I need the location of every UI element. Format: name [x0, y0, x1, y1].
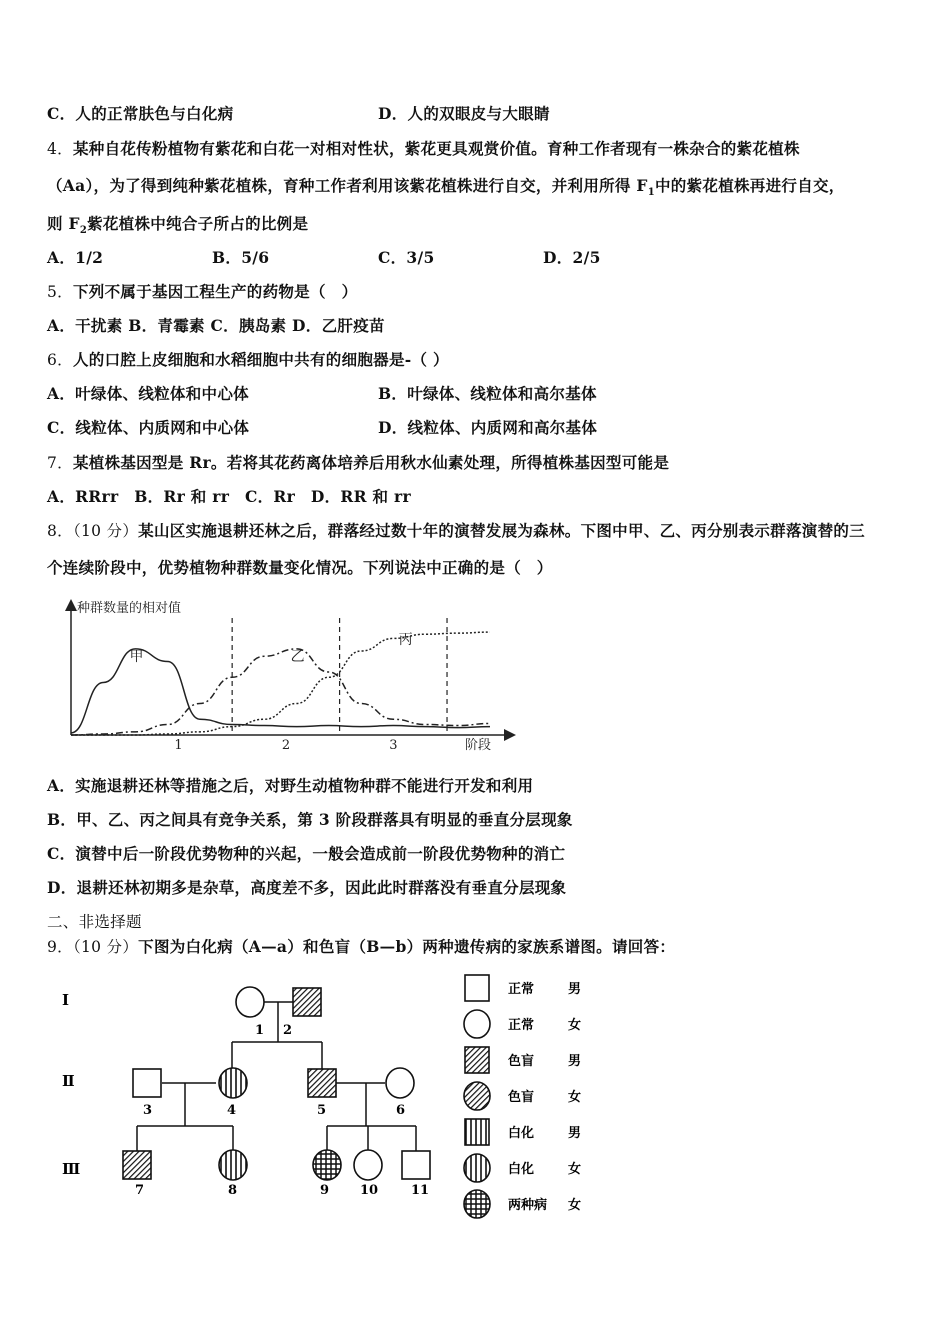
- individual-label-11: 11: [411, 1183, 430, 1198]
- legend-sex-1: 女: [568, 1018, 582, 1033]
- individual-label-4: 4: [227, 1103, 237, 1118]
- q6-stem-text: 人的口腔上皮细胞和水稻细胞中共有的细胞器是-（ ）: [72, 350, 449, 369]
- stage-tick-1: 1: [174, 738, 183, 753]
- individual-1: [236, 987, 264, 1017]
- q4-option-b: B．5/6: [212, 248, 270, 267]
- q8-option-d: D．退耕还林初期多是杂草，高度差不多，因此此时群落没有垂直分层现象: [47, 878, 567, 897]
- q3-option-d: D．人的双眼皮与大眼睛: [378, 104, 550, 123]
- series-label-0: 甲: [129, 648, 144, 665]
- generation-label-3: Ⅲ: [62, 1160, 81, 1178]
- legend-sex-5: 女: [568, 1162, 582, 1177]
- generation-label-1: Ⅰ: [62, 991, 70, 1009]
- legend-label-0: 正常: [508, 982, 535, 997]
- individual-3: [133, 1069, 161, 1097]
- pedigree-chart: [50, 968, 610, 1228]
- stage-tick-3: 3: [389, 738, 398, 753]
- individual-label-5: 5: [317, 1103, 327, 1118]
- legend-label-2: 色盲: [508, 1054, 535, 1069]
- q7-options: A．RRrr B．Rr 和 rr C．Rr D．RR 和 rr: [47, 487, 411, 506]
- individual-6: [386, 1068, 414, 1098]
- q4-line3: [47, 212, 308, 236]
- q4-stem-line3b: 紫花植株中纯合子所占的比例是: [87, 214, 309, 233]
- q8-line1: [47, 519, 865, 541]
- succession-chart: [55, 592, 525, 757]
- q5-stem: [47, 280, 357, 302]
- q4-stem-line2b: 中的紫花植株再进行自交，: [655, 176, 845, 195]
- q4-option-d: D．2/5: [543, 248, 601, 267]
- legend-sex-6: 女: [568, 1198, 582, 1213]
- legend-label-4: 白化: [508, 1126, 535, 1141]
- q4-stem-line2a: （Aa），为了得到纯种紫花植株，育种工作者利用该紫花植株进行自交，并利用所得 F: [47, 176, 648, 195]
- q4-stem-line3a: 则 F: [47, 214, 80, 233]
- q6-option-b: B．叶绿体、线粒体和高尔基体: [378, 384, 597, 403]
- q4-sub-1: 1: [647, 187, 655, 199]
- individual-10: [354, 1150, 382, 1180]
- individual-2: [293, 988, 321, 1016]
- individual-label-1: 1: [255, 1023, 265, 1038]
- section-heading: 二、非选择题: [47, 913, 142, 931]
- q8-option-b: B．甲、乙、丙之间具有竞争关系，第 3 阶段群落具有明显的垂直分层现象: [47, 810, 573, 829]
- q4-line1: [47, 137, 800, 159]
- individual-11: [402, 1151, 430, 1179]
- individual-label-7: 7: [135, 1183, 145, 1198]
- q4-number: 4．: [47, 140, 73, 158]
- q6-option-c: C．线粒体、内质网和中心体: [47, 418, 250, 437]
- legend-label-3: 色盲: [508, 1090, 535, 1105]
- legend-symbol-6: [464, 1190, 490, 1218]
- legend-symbol-5: [464, 1154, 490, 1182]
- q4-sub-2: 2: [79, 225, 88, 237]
- generation-label-2: Ⅱ: [62, 1072, 75, 1090]
- legend-label-5: 白化: [508, 1162, 535, 1177]
- individual-label-9: 9: [320, 1183, 330, 1198]
- q4-option-a: A．1/2: [47, 248, 104, 267]
- individual-label-10: 10: [360, 1183, 379, 1198]
- legend-symbol-1: [464, 1010, 490, 1038]
- q3-option-c: C．人的正常肤色与白化病: [47, 104, 234, 123]
- q5-stem-text: 下列不属于基因工程生产的药物是（ ）: [72, 282, 358, 301]
- q7-stem-text: 某植株基因型是 Rr。若将其花药离体培养后用秋水仙素处理，所得植株基因型可能是: [72, 453, 670, 472]
- q4-option-c: C．3/5: [378, 248, 435, 267]
- legend-symbol-4: [465, 1119, 489, 1145]
- legend-sex-4: 男: [568, 1126, 582, 1141]
- q8-line2: 个连续阶段中，优势植物种群数量变化情况。下列说法中正确的是（ ）: [47, 558, 553, 577]
- individual-label-2: 2: [283, 1023, 293, 1038]
- y-axis-label: 种群数量的相对值: [77, 601, 182, 616]
- q4-line2: [47, 174, 845, 198]
- q6-number: 6．: [47, 351, 73, 369]
- q5-number: 5．: [47, 283, 73, 301]
- legend-label-6: 两种病: [508, 1198, 548, 1213]
- q8-number: 8．（10 分）: [47, 522, 139, 540]
- q7-stem: [47, 451, 669, 473]
- stage-tick-2: 2: [281, 738, 291, 753]
- individual-label-3: 3: [143, 1103, 153, 1118]
- q4-stem-line1: 某种自花传粉植物有紫花和白花一对相对性状，紫花更具观赏价值。育种工作者现有一株杂合的紫花植株: [72, 139, 800, 158]
- q8-option-a: A．实施退耕还林等措施之后，对野生动植物种群不能进行开发和利用: [47, 776, 534, 795]
- individual-label-6: 6: [396, 1103, 406, 1118]
- individual-label-8: 8: [228, 1183, 238, 1198]
- individual-8: [219, 1150, 247, 1180]
- legend-symbol-3: [464, 1082, 490, 1110]
- series-line-2: [71, 632, 490, 735]
- q5-options: A．干扰素 B．青霉素 C．胰岛素 D．乙肝疫苗: [47, 316, 385, 335]
- legend-symbol-2: [465, 1047, 489, 1073]
- legend-sex-3: 女: [568, 1090, 582, 1105]
- legend-sex-2: 男: [568, 1054, 582, 1069]
- q9-number: 9．（10 分）: [47, 938, 139, 956]
- legend-sex-0: 男: [568, 982, 582, 997]
- q9-stem-text: 下图为白化病（A—a）和色盲（B—b）两种遗传病的家族系谱图。请回答：: [138, 937, 676, 956]
- q7-number: 7．: [47, 454, 73, 472]
- legend-label-1: 正常: [508, 1018, 535, 1033]
- pedigree-lines: [137, 1002, 416, 1151]
- individual-4: [219, 1068, 247, 1098]
- q9-stem: [47, 935, 675, 957]
- legend-symbol-0: [465, 975, 489, 1001]
- q6-option-a: A．叶绿体、线粒体和中心体: [47, 384, 249, 403]
- q8-option-c: C．演替中后一阶段优势物种的兴起，一般会造成前一阶段优势物种的消亡: [47, 844, 566, 863]
- individual-9: [313, 1150, 341, 1180]
- x-axis-label: 阶段: [465, 738, 492, 753]
- individual-5: [308, 1069, 336, 1097]
- series-label-1: 乙: [290, 648, 305, 665]
- series-label-2: 丙: [398, 632, 413, 649]
- q8-stem-line1: 某山区实施退耕还林之后，群落经过数十年的演替发展为森林。下图中甲、乙、丙分别表示群落演替的三: [138, 521, 865, 540]
- individual-7: [123, 1151, 151, 1179]
- q6-stem: [47, 348, 449, 370]
- q6-option-d: D．线粒体、内质网和高尔基体: [378, 418, 598, 437]
